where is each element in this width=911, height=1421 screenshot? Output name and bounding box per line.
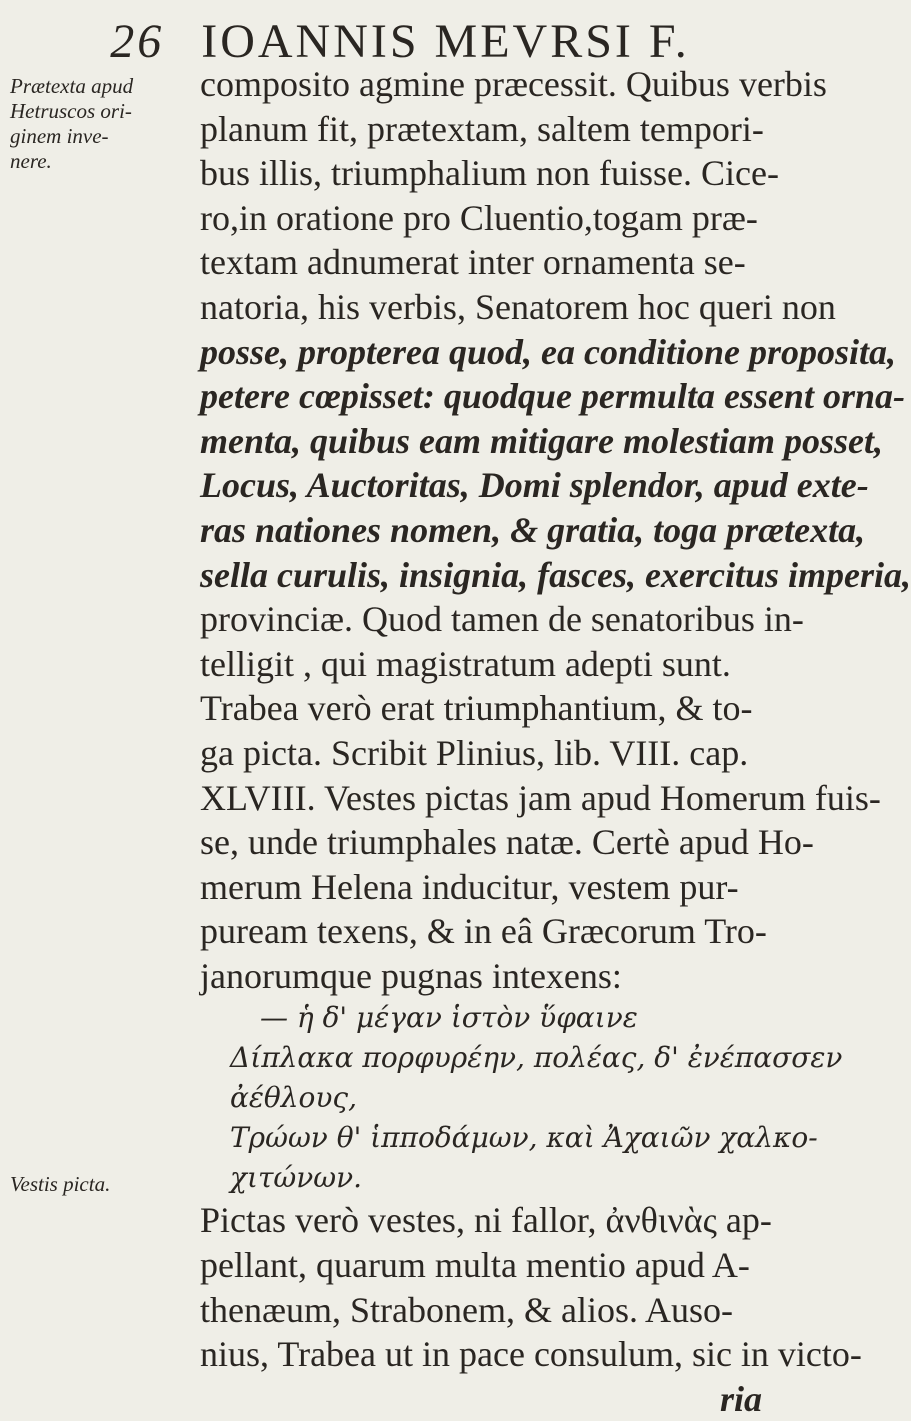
text-line: thenæum, Strabonem, & alios. Auso-	[200, 1289, 733, 1330]
text-line: Trabea verò erat triumphantium, & to-	[200, 688, 753, 729]
running-title: IOANNIS MEVRSI F.	[201, 15, 690, 68]
text-line: composito agmine præcessit. Quibus verbis	[200, 64, 827, 104]
text-line-italic: sella curulis, insignia, fasces, exercitus imperia,	[200, 554, 911, 595]
body-text	[200, 62, 911, 1421]
text-line: ro,in oratione pro Cluentio,togam præ-	[200, 197, 758, 238]
text-line-italic: posse, propterea quod, ea conditione proposita,	[200, 331, 897, 372]
text-line: planum fit, prætextam, saltem tempori-	[200, 108, 764, 149]
greek-verse-line: Τρώων θ' ἱπποδάμων, καὶ Ἀχαιῶν χαλκο-	[230, 1121, 818, 1155]
greek-verse-line: — ἡ δ' μέγαν ἱστὸν ὕφαινε	[260, 1001, 638, 1035]
marginal-note-praetexta	[10, 74, 196, 174]
page-header	[0, 14, 800, 69]
text-line-italic: ras nationes nomen, & gratia, toga prætexta,	[200, 509, 866, 550]
text-line-italic: Locus, Auctoritas, Domi splendor, apud exte-	[200, 465, 869, 506]
marginal-line: Vestis picta.	[10, 1172, 111, 1196]
marginal-note-vestis-picta	[10, 1172, 196, 1197]
text-line: puream texens, & in eâ Græcorum Tro-	[200, 911, 767, 952]
text-line-italic: petere cœpisset: quodque permulta essent orna-	[200, 376, 905, 417]
text-line: merum Helena inducitur, vestem pur-	[200, 866, 739, 907]
greek-verse-line: ἀέθλους,	[230, 1081, 357, 1115]
text-line: telligit , qui magistratum adepti sunt.	[200, 643, 731, 684]
marginal-line: Hetruscos ori-	[10, 99, 132, 123]
text-line: ga picta. Scribit Plinius, lib. VIII. cap.	[200, 732, 749, 773]
text-line: bus illis, triumphalium non fuisse. Cice-	[200, 153, 779, 194]
text-line: janorumque pugnas intexens:	[200, 955, 622, 996]
greek-verse-line: χιτώνων.	[230, 1161, 363, 1195]
text-line: se, unde triumphales natæ. Certè apud Ho-	[200, 822, 814, 863]
page-number: 26	[110, 15, 165, 68]
text-line: pellant, quarum multa mentio apud A-	[200, 1245, 750, 1286]
marginal-line: nere.	[10, 149, 52, 173]
marginal-line: Prætexta apud	[10, 74, 134, 98]
text-line: textam adnumerat inter ornamenta se-	[200, 242, 746, 283]
text-line: provinciæ. Quod tamen de senatoribus in-	[200, 599, 804, 640]
text-line: Pictas verò vestes, ni fallor, ἀνθινὰς ap-	[200, 1200, 772, 1241]
text-line: natoria, his verbis, Senatorem hoc queri non	[200, 286, 836, 327]
greek-verse-line: Δίπλακα πορφυρέην, πολέας, δ' ἐνέπασσεν	[230, 1041, 843, 1075]
text-line-italic: menta, quibus eam mitigare molestiam posset,	[200, 420, 884, 461]
text-line-italic: ria	[720, 1378, 763, 1419]
text-line: nius, Trabea ut in pace consulum, sic in victo-	[200, 1334, 862, 1375]
marginal-line: ginem inve-	[10, 124, 109, 148]
text-line: XLVIII. Vestes pictas jam apud Homerum fuis-	[200, 777, 881, 818]
